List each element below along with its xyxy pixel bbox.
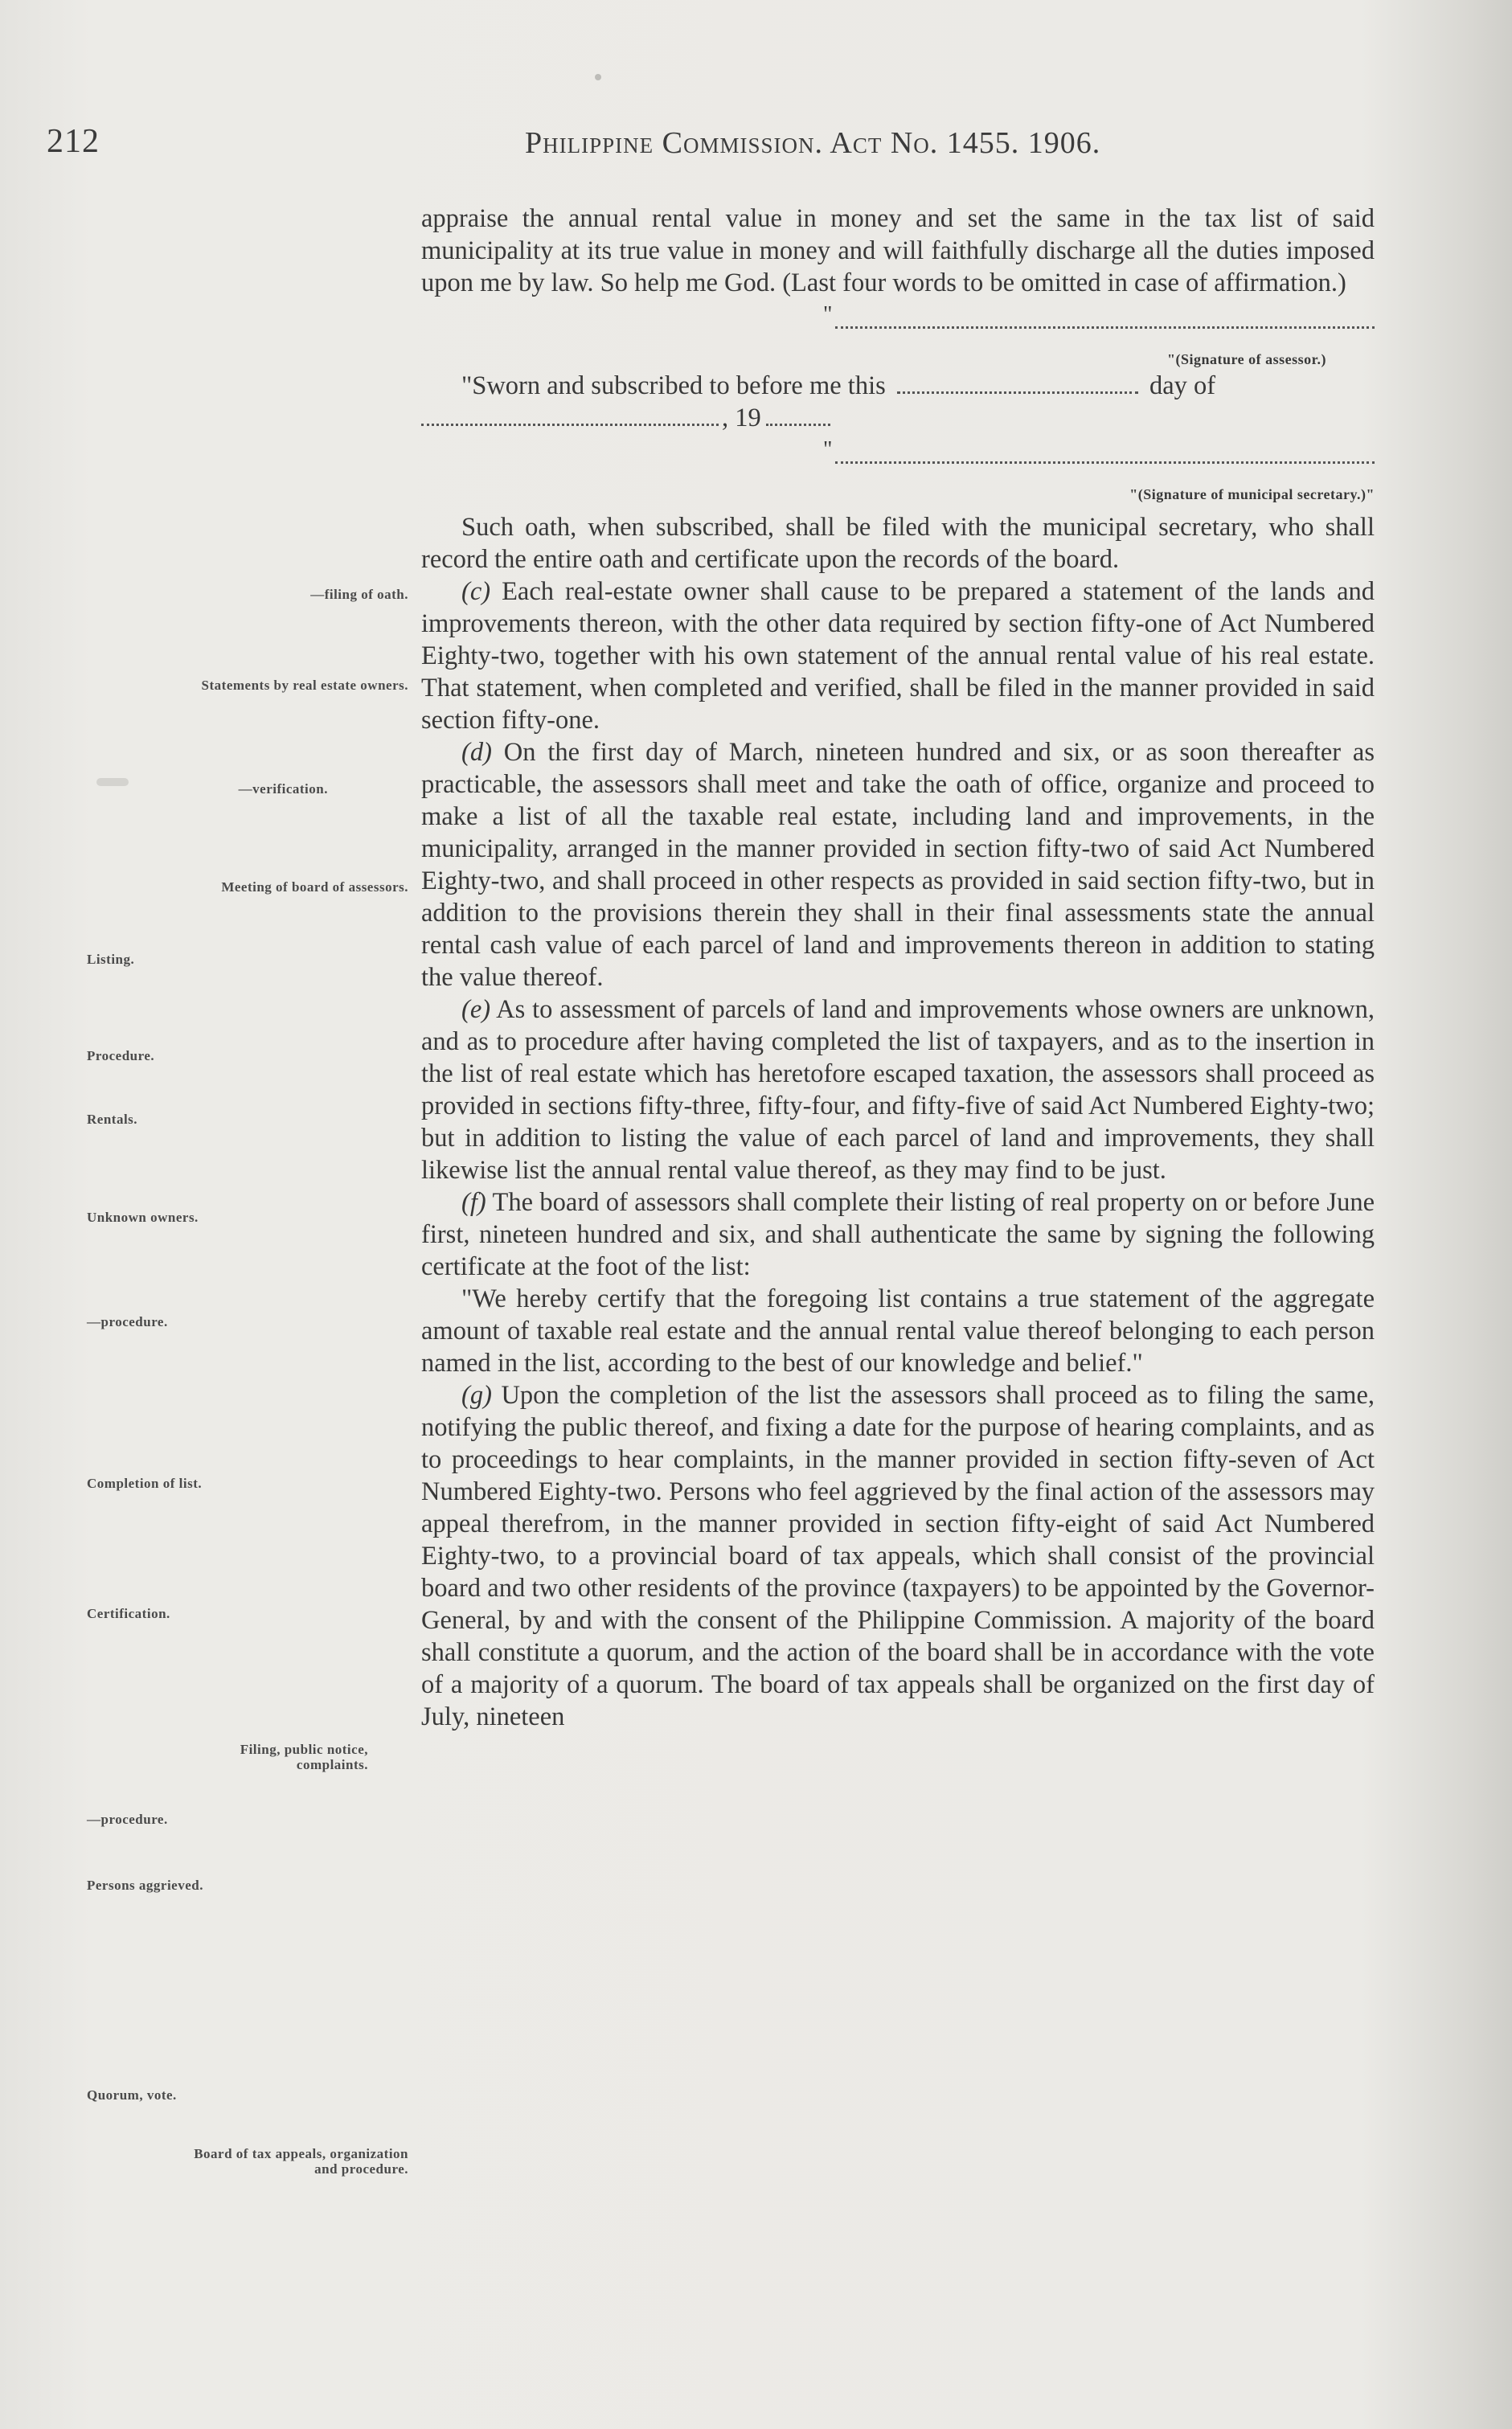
margin-note: Statements by real estate owners. bbox=[201, 678, 408, 693]
assessor-signature-label: "(Signature of assessor.) bbox=[1166, 351, 1326, 367]
margin-note: Completion of list. bbox=[87, 1476, 203, 1491]
clause-label: (e) bbox=[461, 995, 491, 1024]
margin-note: Meeting of board of assessors. bbox=[221, 879, 408, 895]
running-title: Philippine Commission. Act No. 1455. 1906. bbox=[525, 126, 1101, 160]
oath-text: appraise the annual rental value in money and set the same in the tax list of said municipality at its true value in money and will faithfully discharge all the duties imposed upon me by law. So help me God. (Last four words to be omitted in case of affirmation.) bbox=[421, 204, 1375, 297]
main-text bbox=[421, 203, 1375, 1733]
paragraph-d bbox=[421, 736, 1375, 993]
paragraph-c bbox=[421, 576, 1375, 736]
paragraph-g bbox=[421, 1379, 1375, 1733]
paragraph-text: Upon the completion of the list the assessors shall proceed as to filing the same, notifying the public thereof, and fixing a date for the purpose of hearing complaints, and as to proceedings to hear complaints, in the manner provided in section fifty-seven of Act Numbered Eighty-two. Persons who feel aggrieved by the final action of the assessors may appeal therefrom, in the manner provided in section fifty-eight of said Act Numbered Eighty-two, to a provincial board of tax appeals, which shall consist of the provincial board and two other residents of the province (taxpayers) to be appointed by the Governor-General, by and with the consent of the Philippine Commission. A majority of the board shall constitute a quorum, and the action of the board shall be in accordance with the vote of a majority of a quorum. The board of tax appeals shall be organized on the first day of July, nineteen bbox=[421, 1381, 1375, 1731]
sworn-line bbox=[421, 370, 1375, 402]
margin-note: Certification. bbox=[87, 1606, 170, 1621]
paragraph-e bbox=[421, 993, 1375, 1186]
quote-mark: " bbox=[823, 437, 833, 462]
signature-dots bbox=[835, 326, 1375, 329]
paragraph-text: On the first day of March, nineteen hundred and six, or as soon thereafter as practicable, the assessors shall meet and take the oath of office, organize and proceed to make a list of all the taxable real estate, including land and improvements, in the municipality, arranged in the manner provided in section fifty-two of said Act Numbered Eighty-two, and shall proceed in other respects as provided in said section fifty-two, but in addition to the provisions therein they shall in their final assessments state the annual rental cash value of each parcel of land and improvements thereon in addition to stating the value thereof. bbox=[421, 738, 1375, 992]
margin-note: —filing of oath. bbox=[310, 587, 408, 602]
paragraph-filing bbox=[421, 511, 1375, 576]
day-blank bbox=[897, 383, 1138, 394]
year-blank bbox=[766, 416, 830, 426]
day-of-text: day of bbox=[1149, 371, 1216, 400]
margin-note: Listing. bbox=[87, 952, 135, 967]
month-blank bbox=[421, 416, 719, 426]
clause-label: (c) bbox=[461, 577, 491, 606]
clause-label: (f) bbox=[461, 1188, 486, 1217]
paragraph-text: "We hereby certify that the foregoing list contains a true statement of the aggregate amount of taxable real estate and the annual rental value thereof belonging to each person named in the list, according to the best of our knowledge and belief." bbox=[421, 1284, 1375, 1378]
signature-dots bbox=[835, 461, 1375, 464]
clause-label: (d) bbox=[461, 738, 492, 767]
clause-label: (g) bbox=[461, 1381, 492, 1410]
assessor-signature-line bbox=[421, 299, 1375, 349]
margin-note: —procedure. bbox=[87, 1812, 168, 1827]
sworn-text: "Sworn and subscribed to before me this bbox=[461, 371, 886, 400]
paragraph-certificate bbox=[421, 1283, 1375, 1379]
margin-note: Filing, public notice, complaints. bbox=[240, 1742, 368, 1772]
paragraph-text: The board of assessors shall complete their listing of real property on or before June first, nineteen hundred and six, and shall authenticate the same by signing the following certificate at the foot of the list: bbox=[421, 1188, 1375, 1281]
margin-note: Quorum, vote. bbox=[87, 2087, 177, 2103]
year-line bbox=[421, 402, 1375, 434]
secretary-signature-label: "(Signature of municipal secretary.)" bbox=[1129, 486, 1375, 502]
year-prefix: , 19 bbox=[722, 403, 761, 432]
paper-blemish bbox=[595, 74, 601, 80]
margin-note: Rentals. bbox=[87, 1112, 138, 1127]
margin-note: Board of tax appeals, organization and procedure. bbox=[194, 2146, 408, 2177]
paragraph-f bbox=[421, 1186, 1375, 1283]
page-number: 212 bbox=[47, 123, 100, 160]
margin-note: Unknown owners. bbox=[87, 1210, 199, 1225]
margin-note: —procedure. bbox=[87, 1314, 168, 1329]
secretary-signature-line bbox=[421, 434, 1375, 484]
margin-note: —verification. bbox=[238, 781, 328, 797]
paragraph-text: As to assessment of parcels of land and improvements whose owners are unknown, and as to procedure after having completed the list of taxpayers, and as to the insertion in the list of real estate which has heretofore escaped taxation, the assessors shall proceed as provided in sections fifty-three, fifty-four, and fifty-five of said Act Numbered Eighty-two; but in addition to listing the value of each parcel of land and improvements, they shall likewise list the annual rental value thereof, as they may find to be just. bbox=[421, 995, 1375, 1185]
paragraph-text: Each real-estate owner shall cause to be prepared a statement of the lands and improvements thereon, with the other data required by section fifty-one of Act Numbered Eighty-two, together with his own statement of the annual rental value of his real estate. That statement, when completed and verified, shall be filed in the manner provided in said section fifty-one. bbox=[421, 577, 1375, 735]
quote-mark: " bbox=[823, 302, 833, 327]
margin-note: Persons aggrieved. bbox=[87, 1878, 203, 1893]
margin-note: Procedure. bbox=[87, 1048, 155, 1063]
paragraph-text: Such oath, when subscribed, shall be filed with the municipal secretary, who shall record the entire oath and certificate upon the records of the board. bbox=[421, 513, 1375, 574]
